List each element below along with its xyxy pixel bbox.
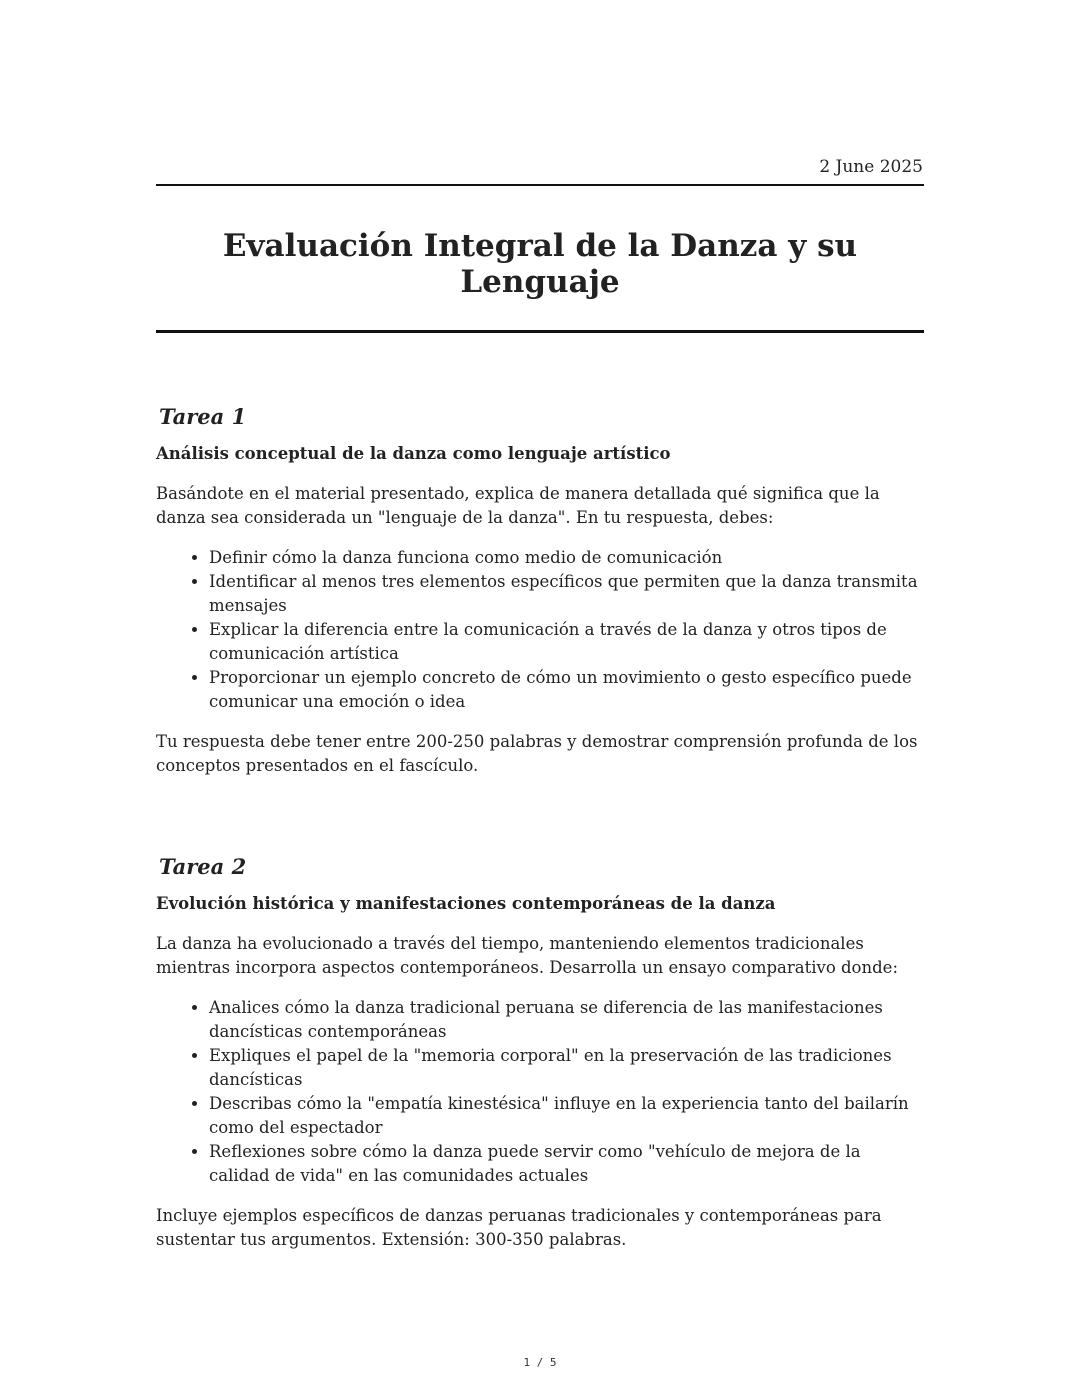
task-closing: Incluye ejemplos específicos de danzas peruanas tradicionales y contemporáneas para sustentar tus argumentos. Extensión: 300-350 palabras.: [156, 1206, 882, 1249]
list-item: • Expliques el papel de la "memoria corporal" en la preservación de las tradiciones dancísticas: [209, 1044, 924, 1092]
list-item: • Identificar al menos tres elementos específicos que permiten que la danza transmita mensajes: [209, 570, 924, 618]
list-item: • Reflexiones sobre cómo la danza puede servir como "vehículo de mejora de la calidad de vida" en las comunidades actuales: [209, 1140, 924, 1188]
task-section-1: [156, 402, 924, 778]
task-bullet-list: [156, 996, 924, 1188]
list-item: • Describas cómo la "empatía kinestésica" influye en la experiencia tanto del bailarín como del espectador: [209, 1092, 924, 1140]
task-intro: La danza ha evolucionado a través del tiempo, manteniendo elementos tradicionales mientras incorpora aspectos contemporáneos. Desarrolla un ensayo comparativo donde:: [156, 934, 899, 977]
list-item: • Definir cómo la danza funciona como medio de comunicación: [209, 546, 924, 570]
task-label: Tarea 2: [159, 854, 247, 879]
list-item: • Proporcionar un ejemplo concreto de cómo un movimiento o gesto específico puede comunicar una emoción o idea: [209, 666, 924, 714]
title-divider: [156, 330, 924, 333]
task-label: Tarea 1: [159, 404, 247, 429]
document-date: 2 June 2025: [819, 157, 923, 177]
task-bullet-list: [156, 546, 924, 714]
list-item: • Explicar la diferencia entre la comunicación a través de la danza y otros tipos de comunicación artística: [209, 618, 924, 666]
header-divider: [156, 184, 924, 186]
task-subtitle: Análisis conceptual de la danza como lenguaje artístico: [156, 444, 671, 463]
list-item: • Analices cómo la danza tradicional peruana se diferencia de las manifestaciones dancísticas contemporáneas: [209, 996, 924, 1044]
document-title: Evaluación Integral de la Danza y su Lenguaje: [222, 228, 858, 300]
task-intro: Basándote en el material presentado, explica de manera detallada qué significa que la danza sea considerada un "lenguaje de la danza". En tu respuesta, debes:: [156, 484, 880, 527]
task-subtitle: Evolución histórica y manifestaciones contemporáneas de la danza: [156, 894, 776, 913]
task-section-2: [156, 852, 924, 1252]
page-indicator: 1 / 5: [523, 1356, 557, 1369]
task-closing: Tu respuesta debe tener entre 200-250 palabras y demostrar comprensión profunda de los conceptos presentados en el fascículo.: [156, 732, 918, 775]
